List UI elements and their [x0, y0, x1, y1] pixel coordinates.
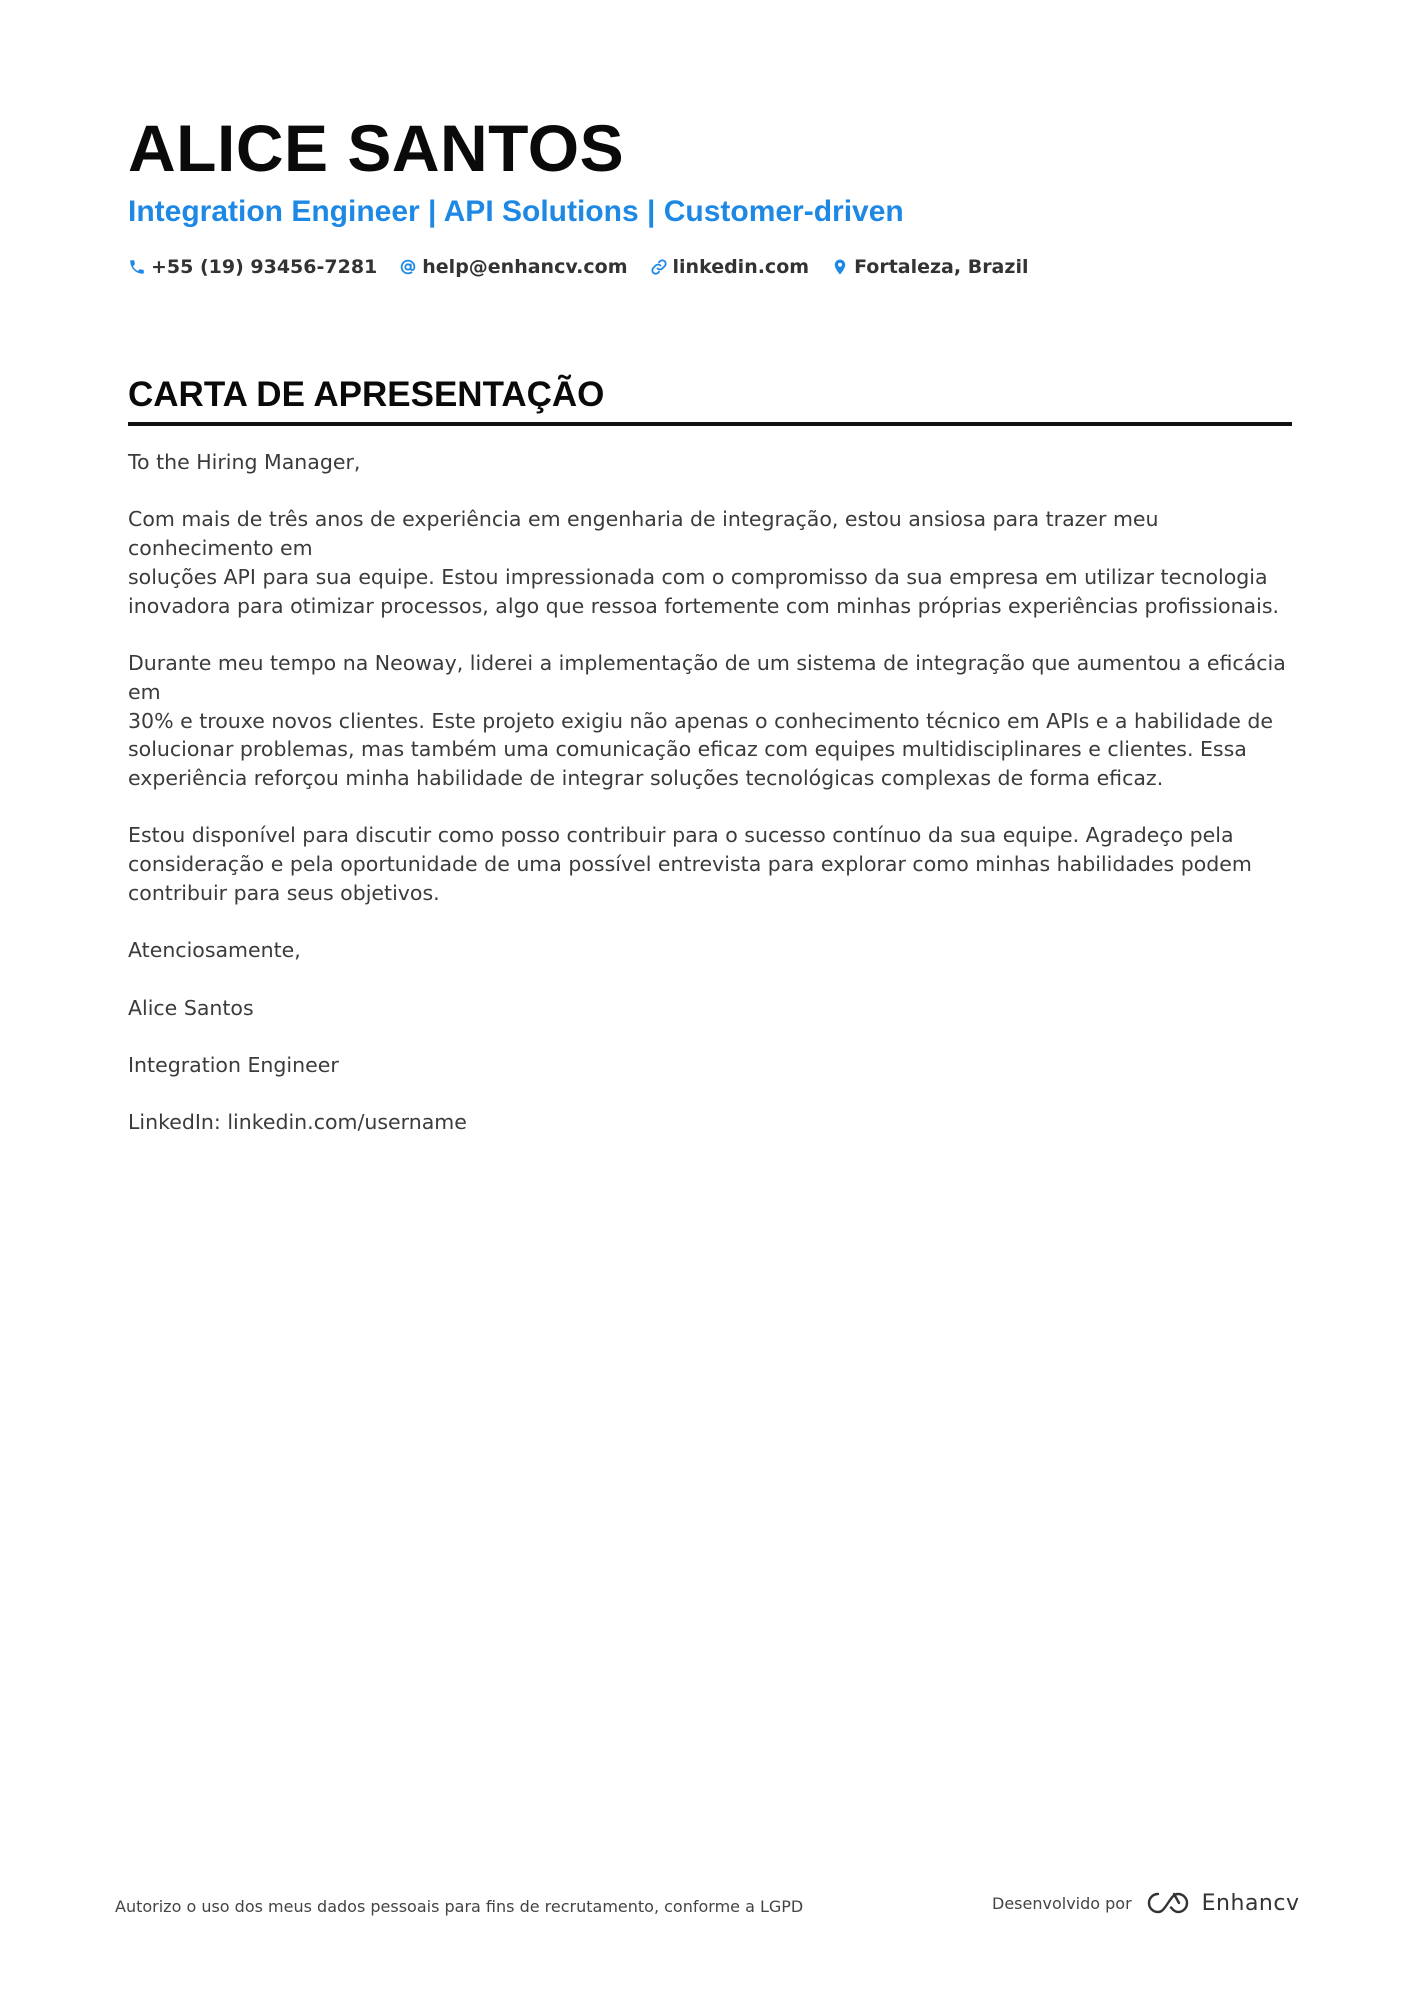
letter-closing: Atenciosamente,	[128, 938, 301, 963]
enhancv-logo-text: Enhancv	[1201, 1890, 1300, 1916]
powered-by-label: Desenvolvido por	[992, 1893, 1132, 1913]
section-title: CARTA DE APRESENTAÇÃO	[128, 375, 605, 414]
section-divider	[128, 422, 1292, 426]
letter-paragraph: Durante meu tempo na Neoway, liderei a implementação de um sistema de integração que aumentou a eficácia em 30% e trouxe novos clientes. Este projeto exigiu não apenas o conhecimento técnico em APIs e a habilidade de solucionar problemas, mas também uma comunicação eficaz com equipes multidisciplinares e clientes. Essa experiência reforçou minha habilidade de integrar soluções tecnológicas complexas de forma eficaz.	[128, 650, 1286, 791]
powered-by[interactable]	[992, 1890, 1299, 1916]
contact-phone	[128, 256, 377, 278]
contact-email-text[interactable]: help@enhancv.com	[422, 256, 628, 278]
letter-content	[128, 110, 1292, 1166]
contact-phone-text[interactable]: +55 (19) 93456-7281	[151, 256, 378, 278]
letter-paragraph: Com mais de três anos de experiência em engenharia de integração, estou ansiosa para trazer meu conhecimento em soluções API para sua equipe. Estou impressionada com o compromisso da sua empresa em utilizar tecnologia inovadora para otimizar processos, algo que ressoa fortemente com minhas próprias experiências profissionais.	[128, 507, 1280, 618]
signature-title: Integration Engineer	[128, 1052, 339, 1077]
gdpr-consent-note: Autorizo o uso dos meus dados pessoais para fins de recrutamento, conforme a LGPD	[115, 1897, 804, 1916]
candidate-headline: Integration Engineer | API Solutions | Customer-driven	[128, 195, 904, 228]
contact-location	[831, 256, 1028, 278]
candidate-name: ALICE SANTOS	[128, 111, 625, 185]
letter-greeting: To the Hiring Manager,	[128, 450, 361, 474]
at-sign-icon	[399, 258, 417, 276]
signature-name: Alice Santos	[128, 995, 254, 1020]
phone-icon	[128, 258, 146, 276]
letter-paragraph: Estou disponível para discutir como posso contribuir para o sucesso contínuo da sua equipe. Agradeço pela consideração e pela oportunidade de uma possível entrevista para explorar como minhas habilidades podem contribuir para seus objetivos.	[128, 823, 1252, 906]
signature-linkedin: LinkedIn: linkedin.com/username	[128, 1110, 467, 1135]
contact-bar	[128, 252, 1292, 282]
link-icon	[650, 258, 668, 276]
contact-linkedin-text[interactable]: linkedin.com	[672, 256, 810, 278]
location-pin-icon	[831, 258, 849, 276]
enhancv-logo-icon	[1144, 1890, 1192, 1916]
letter-body	[128, 448, 1292, 1137]
contact-location-text: Fortaleza, Brazil	[854, 256, 1029, 278]
contact-linkedin	[650, 256, 810, 278]
contact-email	[399, 256, 627, 278]
